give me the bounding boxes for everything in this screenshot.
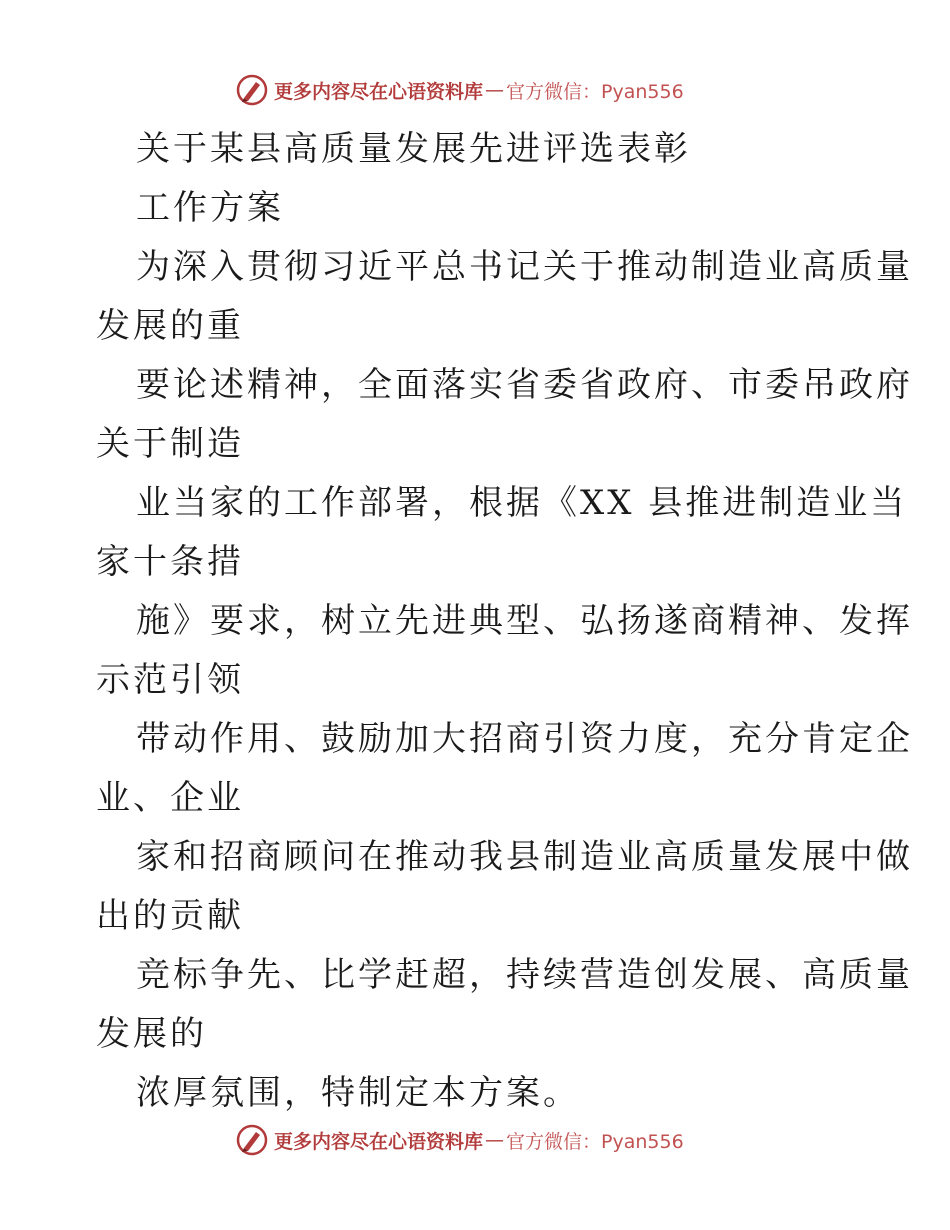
pen-logo-icon	[236, 74, 268, 106]
footer-watermark	[236, 1122, 684, 1158]
header-wechat-text: 官方微信：Pyan556	[506, 80, 684, 103]
paragraph-line: 带动作用、鼓励加大招商引资力度，充分肯定企	[136, 719, 913, 759]
header-watermark-text: 更多内容尽在心语资料库	[274, 80, 484, 103]
paragraph-line: 关于某县高质量发展先进评选表彰	[136, 129, 691, 169]
paragraph-line: 示范引领	[96, 660, 244, 700]
paragraph-line: 关于制造	[96, 424, 244, 464]
header-watermark	[236, 72, 684, 108]
paragraph-line: 家和招商顾问在推动我县制造业高质量发展中做	[136, 837, 913, 877]
paragraph-line: 工作方案	[136, 188, 284, 228]
paragraph-line: 发展的重	[96, 306, 244, 346]
footer-watermark-text: 更多内容尽在心语资料库	[274, 1130, 484, 1153]
paragraph-line: 发展的	[96, 1014, 207, 1054]
header-watermark-dash: —	[485, 79, 505, 101]
paragraph-line: 家十条措	[96, 542, 244, 582]
paragraph-line: 浓厚氛围，特制定本方案。	[136, 1073, 580, 1113]
paragraph-line: 业当家的工作部署，根据《XX 县推进制造业当	[136, 483, 908, 523]
footer-wechat-text: 官方微信：Pyan556	[506, 1130, 684, 1153]
paragraph-line: 施》要求，树立先进典型、弘扬遂商精神、发挥	[136, 601, 913, 641]
document-body	[96, 120, 913, 1123]
paragraph-line: 为深入贯彻习近平总书记关于推动制造业高质量	[136, 247, 913, 287]
footer-watermark-dash: —	[485, 1129, 505, 1151]
paragraph-line: 出的贡献	[96, 896, 244, 936]
paragraph-line: 要论述精神，全面落实省委省政府、市委吊政府	[136, 365, 913, 405]
pen-logo-icon	[236, 1124, 268, 1156]
paragraph-line: 业、企业	[96, 778, 244, 818]
paragraph-line: 竞标争先、比学赶超，持续营造创发展、高质量	[136, 955, 913, 995]
